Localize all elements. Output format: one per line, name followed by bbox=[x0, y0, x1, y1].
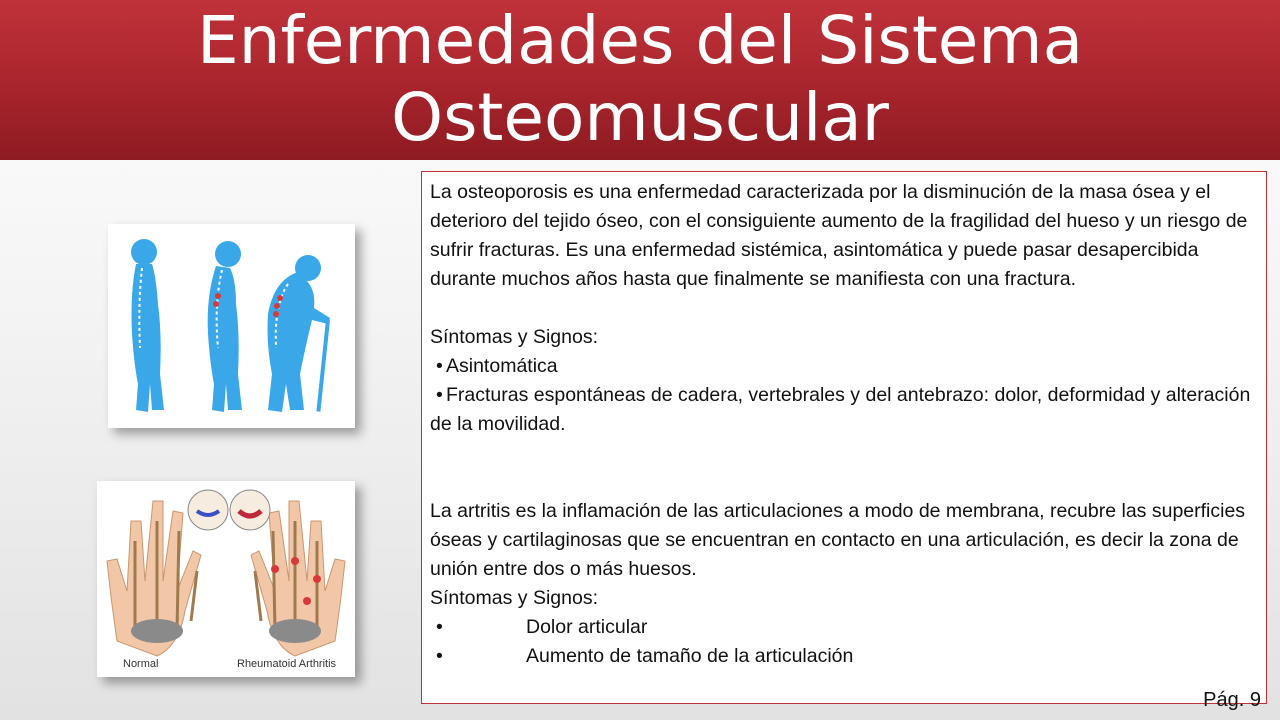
slide-title-line1: Enfermedades del Sistema bbox=[196, 2, 1084, 79]
osteoporosis-figures bbox=[108, 224, 355, 428]
bullet-icon: • bbox=[436, 384, 443, 406]
bullet-icon: • bbox=[436, 355, 443, 377]
slide-title-line2: Osteomuscular bbox=[391, 79, 889, 156]
osteoporosis-illustration bbox=[108, 224, 355, 428]
hands-figure bbox=[97, 481, 355, 677]
caption-normal: Normal bbox=[123, 658, 159, 670]
osteoporosis-sign-2: Fracturas espontáneas de cadera, vertebrales y del antebrazo: dolor, deformidad y alteración de la movilidad. bbox=[430, 384, 1251, 435]
artritis-sign-2: Aumento de tamaño de la articulación bbox=[526, 645, 854, 667]
arthritis-illustration bbox=[97, 481, 355, 677]
caption-rheumatoid: Rheumatoid Arthritis bbox=[237, 658, 337, 670]
osteoporosis-signs-heading: Síntomas y Signos: bbox=[430, 326, 598, 348]
slide-title bbox=[0, 0, 1280, 162]
bullet-icon: • bbox=[436, 645, 443, 667]
artritis-sign-1: Dolor articular bbox=[526, 616, 648, 638]
artritis-paragraph: La artritis es la inflamación de las articulaciones a modo de membrana, recubre las superficies óseas y cartilaginosas que se encuentran en contacto en una articulación, es decir la zona de unión entre dos o más huesos. bbox=[430, 500, 1246, 580]
artritis-signs-heading: Síntomas y Signos: bbox=[430, 587, 598, 609]
page-number: Pág. 9 bbox=[1203, 689, 1261, 711]
osteoporosis-sign-1: Asintomática bbox=[446, 355, 558, 377]
bullet-icon: • bbox=[436, 616, 443, 638]
osteoporosis-paragraph: La osteoporosis es una enfermedad caracterizada por la disminución de la masa ósea y el deterioro del tejido óseo, con el consiguiente aumento de la fragilidad del hueso y un riesgo de sufrir fracturas. Es una enfermedad sistémica, asintomática y puede pasar desapercibida durante muchos años hasta que finalmente se manifiesta con una fractura. bbox=[430, 181, 1248, 290]
